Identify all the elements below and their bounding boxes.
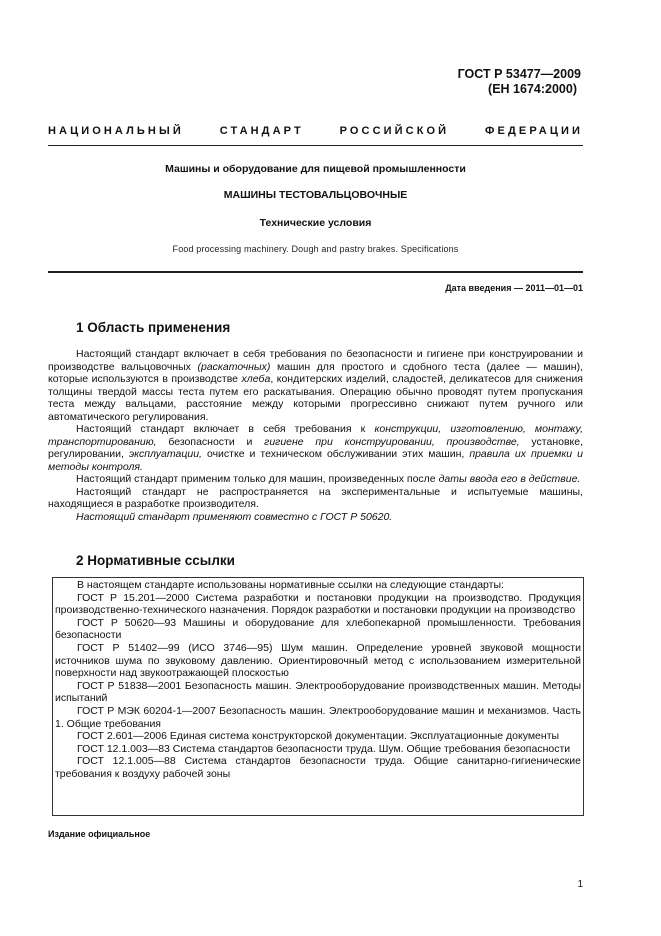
reference-item: ГОСТ Р 51402—99 (ИСО 3746—95) Шум машин. Определение уровней звуковой мощности источников шума по звуковому давлению. Ориентировочный метод с использованием измерительной поверхности над звукоотражающей плоскостью [55,641,581,680]
official-edition-note: Издание официальное [48,829,151,839]
title-sub: Технические условия [259,217,372,229]
references-list [55,579,581,781]
standard-code-en: (ЕН 1674:2000) [488,82,577,96]
intro-date: Дата введения — 2011—01—01 [445,283,583,293]
reference-item: ГОСТ 12.1.003—83 Система стандартов безопасности труда. Шум. Общие требования безопасности [77,742,571,755]
title-group: Машины и оборудование для пищевой промышленности [165,163,466,175]
standard-code: ГОСТ Р 53477—2009 [457,67,581,81]
reference-item: ГОСТ Р МЭК 60204-1—2007 Безопасность машин. Электрооборудование машин и механизмов. Часть 1. Общие требования [55,704,581,730]
reference-item: ГОСТ 12.1.005—88 Система стандартов безопасности труда. Общие санитарно-гигиенические требования к воздуху рабочей зоны [55,755,581,780]
reference-item: ГОСТ 2.601—2006 Единая система конструкторской документации. Эксплуатационные документы [77,730,560,743]
reference-item: ГОСТ Р 50620—93 Машины и оборудование для хлебопекарной промышленности. Требования безопасности [55,616,581,642]
page-number: 1 [577,879,583,890]
s1-paragraph-3: Настоящий стандарт применим только для машин, произведенных после даты ввода его в действие. [76,473,581,485]
title-english: Food processing machinery. Dough and pastry brakes. Specifications [172,244,459,254]
header-divider [48,145,583,146]
section-1-body [48,348,583,523]
reference-item: ГОСТ Р 51838—2001 Безопасность машин. Электрооборудование производственных машин. Методы испытаний [55,679,581,705]
title-divider [48,271,583,273]
section-1-heading: 1 Область применения [76,320,231,335]
s1-paragraph-1: Настоящий стандарт включает в себя требования по безопасности и гигиене при конструировании и производстве вальцовочных (раскаточных) машин для простого и сдобного теста (далее — машин), которые используются в производстве хлеба, кондитерских изделий, сладостей, деликатесов для снижения толщины твердой массы теста путем его раскатывания. Операцию обычно проводят путем пропускания теста между вальцами, расстояние между которыми прогрессивно снижают путем ручного или автоматического регулирования. [48,348,583,423]
s1-paragraph-4: Настоящий стандарт не распространяется на экспериментальные и испытуемые машины, находящиеся в разработке производителя. [48,485,583,510]
reference-item: ГОСТ Р 15.201—2000 Система разработки и постановки продукции на производство. Продукция производственно-технического назначения. Порядок разработки и постановки продукции на производство [55,591,581,617]
national-standard-title: НАЦИОНАЛЬНЫЙ СТАНДАРТ РОССИЙСКОЙ ФЕДЕРАЦИИ [48,125,583,137]
references-intro: В настоящем стандарте использованы нормативные ссылки на следующие стандарты: [77,579,504,591]
title-main: МАШИНЫ ТЕСТОВАЛЬЦОВОЧНЫЕ [223,189,408,201]
section-2-heading: 2 Нормативные ссылки [76,553,235,568]
s1-paragraph-5: Настоящий стандарт применяют совместно с ГОСТ Р 50620. [76,510,393,523]
s1-paragraph-2: Настоящий стандарт включает в себя требования к конструкции, изготовлению, монтажу, транспортированию, безопасности и гигиене при конструировании, производстве, установке, регулировании, эксплуатации, очистке и техническом обслуживании этих машин, правила их приемки и методы контроля. [48,423,584,473]
